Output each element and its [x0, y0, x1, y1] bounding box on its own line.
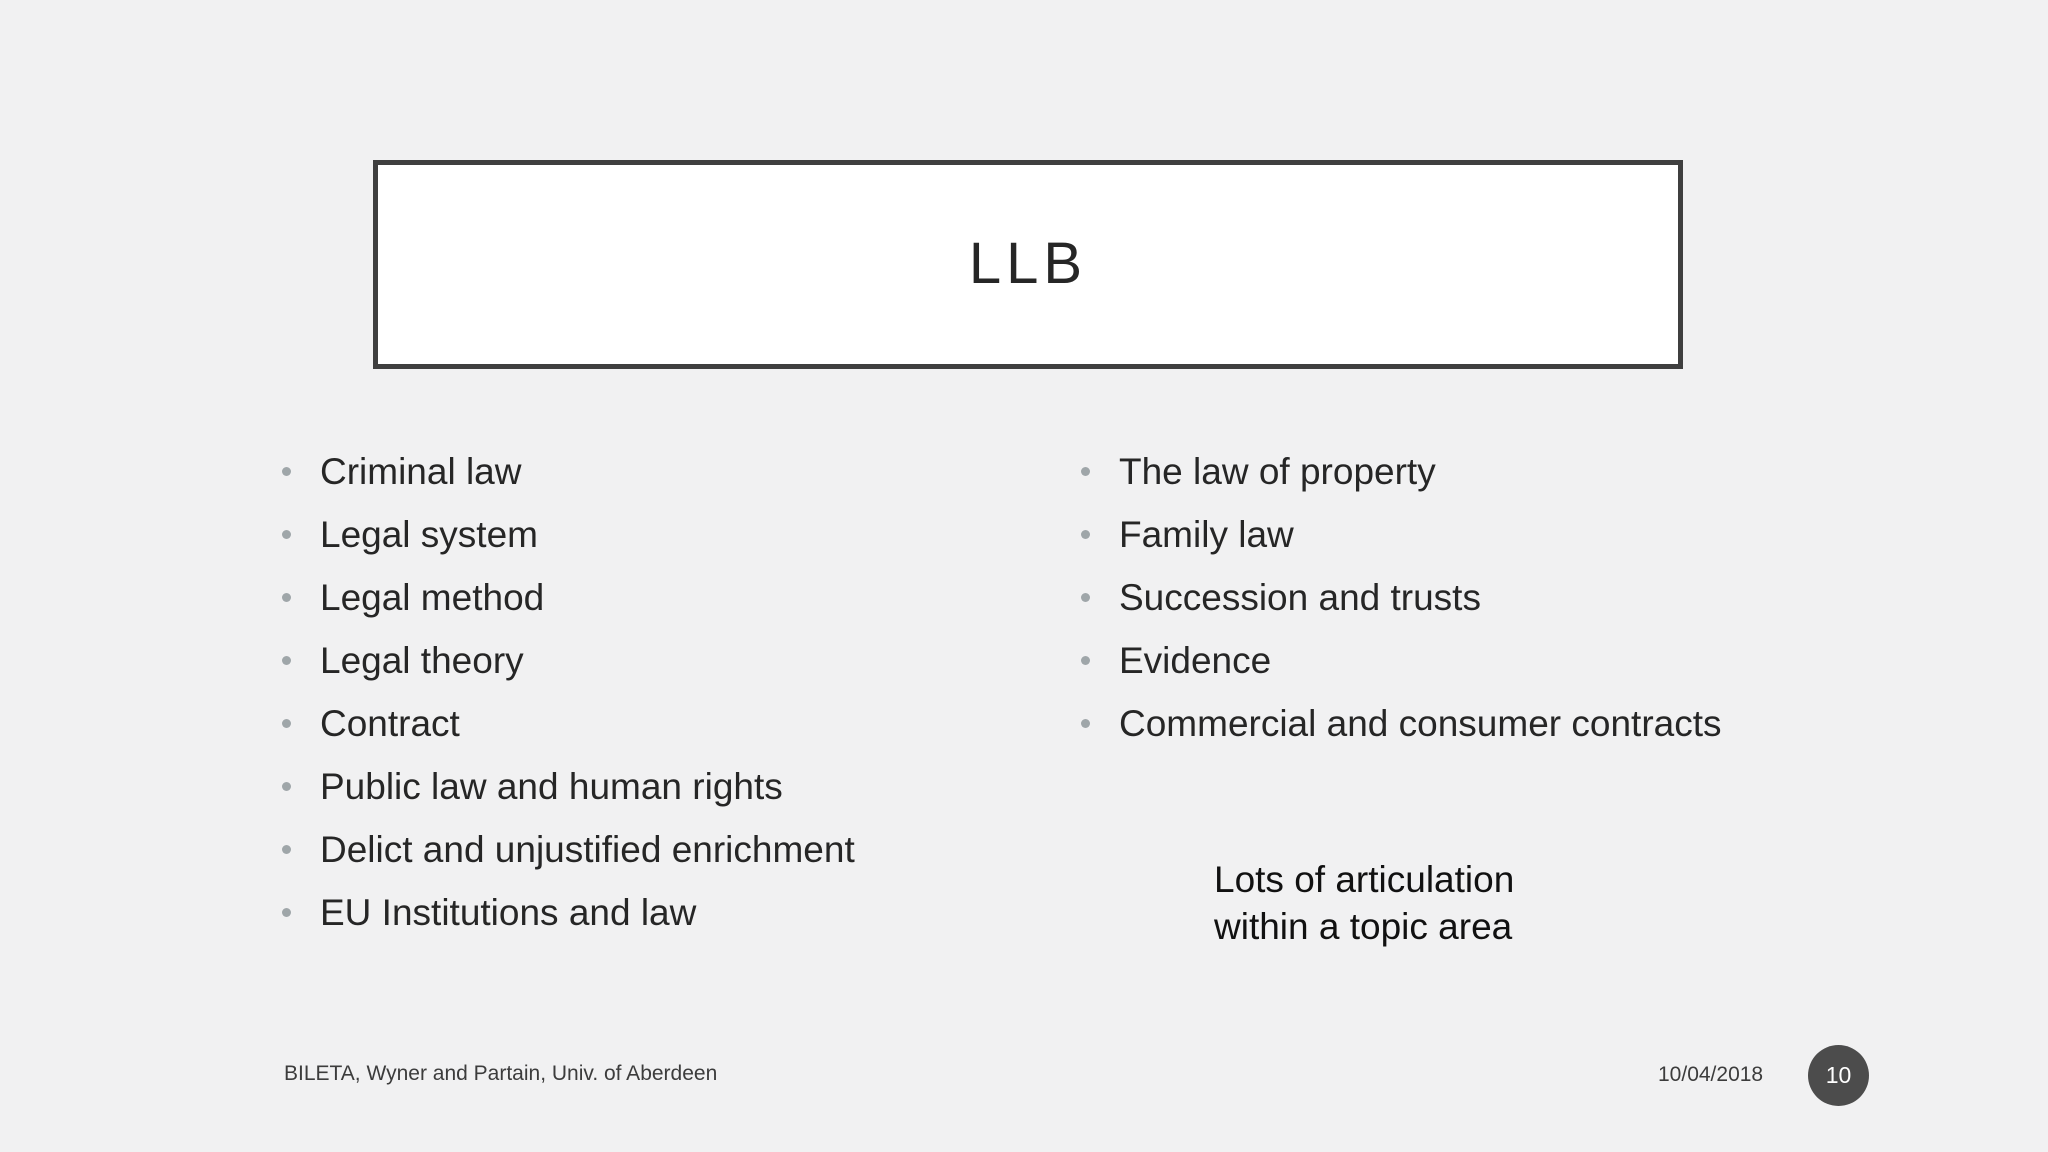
bullet-text: Succession and trusts	[1119, 577, 1481, 618]
bullet-item	[1079, 692, 1722, 755]
annotation-note	[1214, 856, 1514, 950]
page-number: 10	[1825, 1062, 1852, 1088]
bullet-text: Commercial and consumer contracts	[1119, 703, 1722, 744]
bullet-dot-icon	[282, 908, 291, 917]
bullet-item	[280, 692, 855, 755]
bullet-dot-icon	[282, 467, 291, 476]
bullet-text: Legal method	[320, 577, 545, 618]
bullet-text: Legal theory	[320, 640, 524, 681]
note-line: within a topic area	[1214, 906, 1513, 947]
footer-text: BILETA, Wyner and Partain, Univ. of Aberdeen	[284, 1062, 718, 1085]
note-line: Lots of articulation	[1214, 859, 1515, 900]
bullet-dot-icon	[282, 845, 291, 854]
bullet-text: EU Institutions and law	[320, 892, 697, 933]
bullet-item	[280, 566, 855, 629]
bullet-item	[1079, 440, 1722, 503]
slide-title: LLB	[968, 231, 1088, 296]
title-box	[373, 160, 1683, 369]
bullet-dot-icon	[1081, 467, 1090, 476]
bullet-text: Legal system	[320, 514, 538, 555]
bullet-text: Delict and unjustified enrichment	[320, 829, 855, 870]
bullet-item	[280, 503, 855, 566]
bullet-dot-icon	[282, 782, 291, 791]
bullet-text: The law of property	[1119, 451, 1436, 492]
bullet-dot-icon	[282, 593, 291, 602]
bullet-item	[1079, 629, 1722, 692]
bullet-dot-icon	[1081, 593, 1090, 602]
bullet-item	[280, 629, 855, 692]
bullet-dot-icon	[1081, 719, 1090, 728]
bullet-text: Contract	[320, 703, 460, 744]
page-number-badge	[1808, 1045, 1869, 1106]
left-bullet-list	[280, 440, 855, 944]
bullet-dot-icon	[1081, 530, 1090, 539]
bullet-item	[1079, 503, 1722, 566]
bullet-dot-icon	[1081, 656, 1090, 665]
bullet-text: Family law	[1119, 514, 1294, 555]
footer-date: 10/04/2018	[1658, 1063, 1764, 1086]
bullet-item	[280, 818, 855, 881]
bullet-item	[280, 440, 855, 503]
bullet-item	[1079, 566, 1722, 629]
bullet-item	[280, 881, 855, 944]
bullet-text: Criminal law	[320, 451, 522, 492]
bullet-dot-icon	[282, 530, 291, 539]
bullet-dot-icon	[282, 656, 291, 665]
bullet-dot-icon	[282, 719, 291, 728]
right-bullet-list	[1079, 440, 1722, 755]
bullet-text: Public law and human rights	[320, 766, 783, 807]
bullet-item	[280, 755, 855, 818]
bullet-text: Evidence	[1119, 640, 1272, 681]
